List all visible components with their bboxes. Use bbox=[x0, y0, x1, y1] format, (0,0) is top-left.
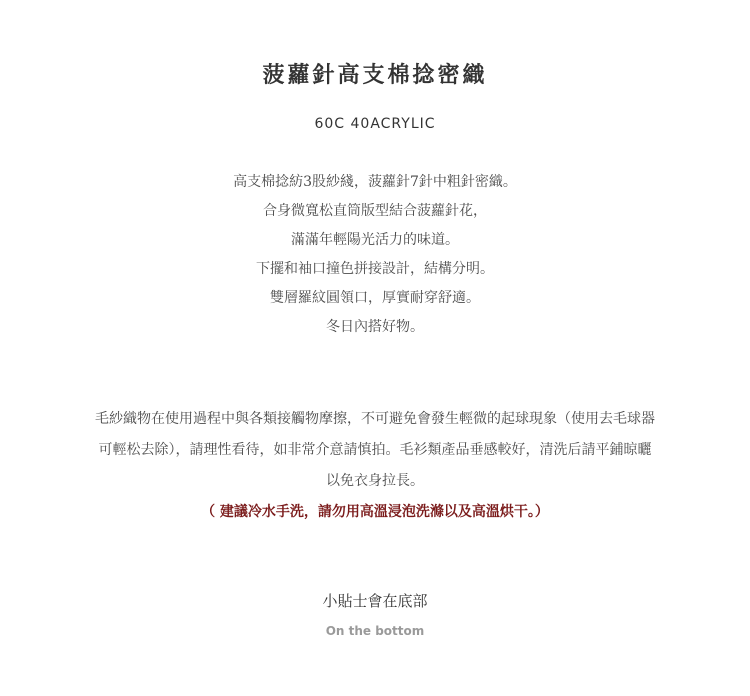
care-notice bbox=[45, 404, 705, 528]
material-composition: 60C 40ACRYLIC bbox=[314, 116, 436, 132]
care-line: 可輕松去除），請理性看待，如非常介意請慎拍。毛衫類產品垂感較好，清洗后請平鋪晾曬 bbox=[98, 442, 652, 458]
description-line: 冬日內搭好物。 bbox=[326, 319, 424, 335]
tips-notice: 小貼士會在底部 bbox=[322, 592, 428, 610]
product-title: 菠蘿針高支棉捻密織 bbox=[262, 62, 488, 88]
description-line: 高支棉捻紡3股紗綫，菠蘿針7針中粗針密織。 bbox=[233, 174, 517, 190]
care-line: 以免衣身拉長。 bbox=[326, 473, 424, 489]
description-line: 下擺和袖口撞色拼接設計，結構分明。 bbox=[256, 261, 494, 277]
description-line: 合身微寬松直筒版型結合菠蘿針花， bbox=[263, 203, 487, 219]
description-line: 滿滿年輕陽光活力的味道。 bbox=[291, 232, 459, 248]
wash-warning: （ 建議冷水手洗，請勿用高溫浸泡洗滌以及高溫烘干。） bbox=[201, 504, 549, 520]
description-line: 雙層羅紋圓領口，厚實耐穿舒適。 bbox=[270, 290, 480, 306]
care-line: 毛紗織物在使用過程中與各類接觸物摩擦，不可避免會發生輕微的起球現象（使用去毛球器 bbox=[95, 411, 655, 427]
product-description bbox=[0, 168, 750, 342]
tips-notice-english: On the bottom bbox=[325, 624, 425, 638]
